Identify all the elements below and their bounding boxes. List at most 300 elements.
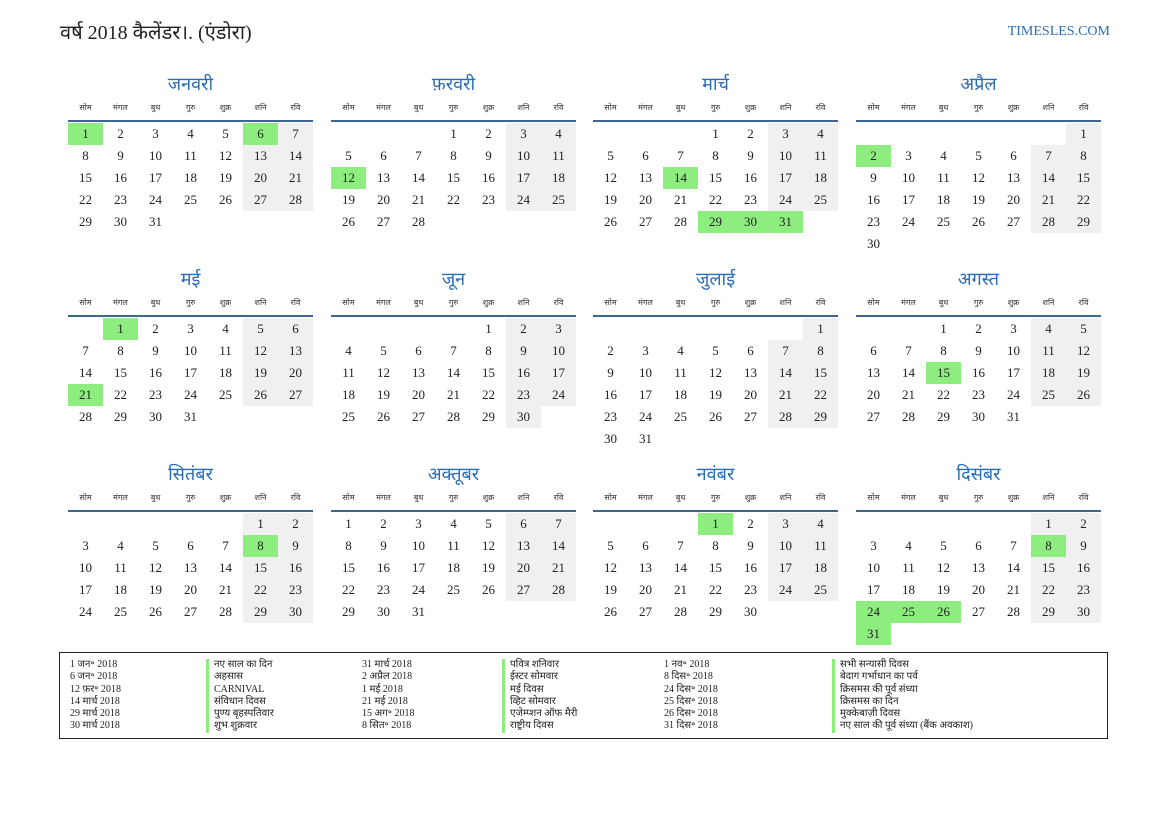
day-cell: 25	[342, 409, 355, 424]
weekday-header: शुक्र	[219, 298, 232, 307]
day-cell: 30	[1066, 601, 1101, 623]
day-cell: 1	[940, 321, 947, 336]
day-cell: 4	[803, 123, 838, 145]
weekday-header-row	[68, 100, 313, 122]
day-cell: 25	[803, 189, 838, 211]
day-grid	[856, 513, 1101, 645]
day-cell: 3	[768, 123, 803, 145]
day-cell: 23	[604, 409, 617, 424]
holiday-date: 1 मई 2018	[362, 683, 403, 695]
day-cell: 27	[639, 604, 652, 619]
day-cell: 21	[278, 167, 313, 189]
day-cell: 9	[152, 343, 159, 358]
day-cell: 29	[482, 409, 495, 424]
empty-cell	[593, 513, 628, 535]
day-cell: 4	[450, 516, 457, 531]
day-cell: 31	[639, 431, 652, 446]
holiday-day-cell: 26	[926, 601, 961, 623]
day-cell: 22	[709, 582, 722, 597]
day-cell: 16	[867, 192, 880, 207]
day-cell: 3	[187, 321, 194, 336]
holiday-day-cell: 1	[68, 123, 103, 145]
day-cell: 16	[1066, 557, 1101, 579]
day-cell: 6	[380, 148, 387, 163]
holiday-name-column	[832, 659, 973, 733]
day-cell: 2	[506, 318, 541, 340]
weekday-header: बुध	[413, 103, 424, 112]
month-name: मई	[180, 269, 201, 289]
day-cell: 9	[975, 343, 982, 358]
day-cell: 8	[450, 148, 457, 163]
weekday-header: गुरु	[185, 298, 196, 307]
day-grid	[593, 513, 838, 623]
page-title: वर्ष 2018 कैलेंडर।. (एंडोरा)	[60, 22, 252, 44]
day-cell: 12	[243, 340, 278, 362]
empty-cell	[593, 318, 628, 340]
holiday-date: 25 दिस॰ 2018	[664, 695, 718, 707]
day-cell: 7	[677, 538, 684, 553]
day-cell: 18	[342, 387, 355, 402]
day-cell: 2	[747, 516, 754, 531]
day-cell: 19	[482, 560, 495, 575]
day-cell: 22	[243, 579, 278, 601]
day-cell: 28	[768, 406, 803, 428]
weekday-header: बुध	[675, 298, 686, 307]
day-cell: 27	[506, 579, 541, 601]
weekday-header-row	[68, 490, 313, 512]
weekday-header: मंगल	[901, 298, 916, 307]
day-cell: 27	[377, 214, 390, 229]
day-cell: 28	[447, 409, 460, 424]
day-cell: 6	[642, 148, 649, 163]
day-cell: 5	[712, 343, 719, 358]
day-cell: 9	[506, 340, 541, 362]
day-cell: 27	[243, 189, 278, 211]
holiday-day-cell: 21	[68, 384, 103, 406]
empty-cell	[593, 123, 628, 145]
weekday-header: रवि	[815, 493, 826, 502]
day-cell: 9	[117, 148, 124, 163]
day-cell: 2	[380, 516, 387, 531]
day-cell: 21	[219, 582, 232, 597]
day-cell: 19	[604, 582, 617, 597]
weekday-header: बुध	[675, 493, 686, 502]
day-cell: 30	[278, 601, 313, 623]
holiday-name: शुभ शुक्रवार	[206, 720, 274, 732]
day-cell: 18	[803, 557, 838, 579]
weekday-header: रवि	[553, 493, 564, 502]
day-cell: 6	[642, 538, 649, 553]
day-cell: 6	[747, 343, 754, 358]
day-cell: 4	[905, 538, 912, 553]
empty-cell	[961, 123, 996, 145]
day-cell: 4	[187, 126, 194, 141]
weekday-header: मंगल	[638, 298, 653, 307]
empty-cell	[768, 318, 803, 340]
weekday-header: बुध	[413, 493, 424, 502]
day-cell: 15	[1066, 167, 1101, 189]
day-cell: 19	[149, 582, 162, 597]
day-cell: 9	[278, 535, 313, 557]
empty-cell	[926, 123, 961, 145]
holiday-day-cell: 31	[856, 623, 891, 645]
day-cell: 16	[482, 170, 495, 185]
day-cell: 5	[1066, 318, 1101, 340]
day-cell: 24	[184, 387, 197, 402]
day-cell: 19	[219, 170, 232, 185]
holiday-date: 24 दिस॰ 2018	[664, 683, 718, 695]
holiday-date: 14 मार्च 2018	[70, 695, 120, 707]
day-cell: 6	[278, 318, 313, 340]
weekday-header: बुध	[938, 103, 949, 112]
empty-cell	[996, 513, 1031, 535]
day-cell: 11	[184, 148, 197, 163]
day-cell: 26	[482, 582, 495, 597]
weekday-header: गुरु	[448, 103, 459, 112]
day-cell: 23	[1066, 579, 1101, 601]
day-cell: 2	[747, 126, 754, 141]
day-cell: 16	[278, 557, 313, 579]
weekday-header: शनि	[254, 298, 267, 307]
weekday-header: सोम	[79, 298, 92, 307]
day-cell: 13	[243, 145, 278, 167]
day-cell: 19	[1066, 362, 1101, 384]
empty-cell	[628, 318, 663, 340]
empty-cell	[628, 513, 663, 535]
day-cell: 9	[1066, 535, 1101, 557]
empty-cell	[331, 123, 366, 145]
day-cell: 29	[803, 406, 838, 428]
weekday-header: शनि	[1042, 493, 1055, 502]
holiday-date: 8 सित॰ 2018	[362, 720, 412, 732]
holiday-day-cell: 1	[103, 318, 138, 340]
holiday-day-cell: 14	[663, 167, 698, 189]
day-cell: 4	[1031, 318, 1066, 340]
weekday-header: मंगल	[901, 493, 916, 502]
weekday-header: शुक्र	[744, 493, 757, 502]
month-block	[593, 68, 838, 233]
day-cell: 22	[114, 387, 127, 402]
day-grid	[593, 318, 838, 450]
holiday-name: अहसास	[206, 671, 274, 683]
weekday-header: शनि	[254, 103, 267, 112]
day-cell: 5	[485, 516, 492, 531]
day-cell: 12	[149, 560, 162, 575]
day-cell: 17	[902, 192, 915, 207]
day-cell: 19	[972, 192, 985, 207]
day-cell: 24	[639, 409, 652, 424]
day-cell: 10	[541, 340, 576, 362]
weekday-header: शनि	[1042, 298, 1055, 307]
holiday-day-cell: 29	[698, 211, 733, 233]
day-cell: 8	[82, 148, 89, 163]
day-cell: 19	[937, 582, 950, 597]
weekday-header: शनि	[779, 103, 792, 112]
month-block	[331, 68, 576, 233]
empty-cell	[663, 318, 698, 340]
holiday-date: 26 दिस॰ 2018	[664, 708, 718, 720]
day-cell: 25	[114, 604, 127, 619]
day-cell: 8	[712, 538, 719, 553]
holiday-name: संविधान दिवस	[206, 696, 274, 708]
holiday-date: 29 मार्च 2018	[70, 708, 120, 720]
day-cell: 15	[114, 365, 127, 380]
day-cell: 31	[1007, 409, 1020, 424]
weekday-header-row	[68, 295, 313, 317]
weekday-header-row	[856, 490, 1101, 512]
holiday-date: 2 अप्रैल 2018	[362, 671, 413, 683]
day-cell: 10	[149, 148, 162, 163]
weekday-header: रवि	[815, 103, 826, 112]
weekday-header: सोम	[79, 493, 92, 502]
day-cell: 6	[187, 538, 194, 553]
holiday-name: राष्ट्रीय दिवस	[502, 720, 577, 732]
day-cell: 2	[607, 343, 614, 358]
day-cell: 1	[345, 516, 352, 531]
day-cell: 6	[1010, 148, 1017, 163]
day-cell: 7	[905, 343, 912, 358]
day-cell: 11	[674, 365, 687, 380]
month-name: मार्च	[702, 74, 729, 94]
day-cell: 13	[972, 560, 985, 575]
weekday-header: रवि	[1078, 298, 1089, 307]
day-cell: 27	[744, 409, 757, 424]
day-cell: 30	[604, 431, 617, 446]
day-cell: 18	[219, 365, 232, 380]
day-cell: 13	[639, 560, 652, 575]
holiday-day-cell: 12	[331, 167, 366, 189]
day-cell: 12	[709, 365, 722, 380]
day-cell: 7	[415, 148, 422, 163]
empty-cell	[891, 513, 926, 535]
day-cell: 3	[905, 148, 912, 163]
weekday-header: गुरु	[185, 103, 196, 112]
holiday-day-cell: 2	[856, 145, 891, 167]
month-block	[331, 458, 576, 623]
day-cell: 5	[380, 343, 387, 358]
day-cell: 1	[1031, 513, 1066, 535]
day-cell: 22	[447, 192, 460, 207]
day-cell: 11	[114, 560, 127, 575]
day-cell: 28	[1031, 211, 1066, 233]
day-cell: 3	[642, 343, 649, 358]
day-cell: 11	[1031, 340, 1066, 362]
day-cell: 14	[278, 145, 313, 167]
day-cell: 18	[114, 582, 127, 597]
day-cell: 17	[867, 582, 880, 597]
day-cell: 23	[972, 387, 985, 402]
day-cell: 14	[412, 170, 425, 185]
day-cell: 22	[342, 582, 355, 597]
day-cell: 12	[972, 170, 985, 185]
weekday-header: मंगल	[113, 103, 128, 112]
empty-cell	[401, 123, 436, 145]
day-cell: 28	[79, 409, 92, 424]
day-cell: 7	[677, 148, 684, 163]
day-cell: 25	[219, 387, 232, 402]
weekday-header: रवि	[553, 103, 564, 112]
day-cell: 13	[1007, 170, 1020, 185]
day-cell: 17	[412, 560, 425, 575]
weekday-header: सोम	[342, 103, 355, 112]
day-cell: 17	[768, 557, 803, 579]
day-cell: 26	[377, 409, 390, 424]
day-cell: 17	[639, 387, 652, 402]
day-cell: 4	[117, 538, 124, 553]
day-cell: 27	[972, 604, 985, 619]
month-block	[331, 263, 576, 428]
day-cell: 18	[447, 560, 460, 575]
day-cell: 9	[380, 538, 387, 553]
weekday-header-row	[856, 295, 1101, 317]
weekday-header: गुरु	[185, 493, 196, 502]
day-cell: 11	[342, 365, 355, 380]
day-cell: 1	[803, 318, 838, 340]
day-cell: 2	[278, 513, 313, 535]
day-cell: 26	[972, 214, 985, 229]
day-cell: 20	[639, 192, 652, 207]
weekday-header: सोम	[867, 493, 880, 502]
site-link[interactable]: TIMESLES.COM	[1007, 24, 1110, 39]
day-cell: 28	[278, 189, 313, 211]
day-cell: 24	[541, 384, 576, 406]
day-cell: 22	[79, 192, 92, 207]
day-cell: 15	[803, 362, 838, 384]
day-cell: 19	[243, 362, 278, 384]
day-cell: 23	[482, 192, 495, 207]
day-cell: 8	[1066, 145, 1101, 167]
day-cell: 11	[803, 535, 838, 557]
day-cell: 29	[79, 214, 92, 229]
holiday-name: नए साल की पूर्व संध्या (बैंक अवकाश)	[832, 720, 973, 732]
empty-cell	[733, 318, 768, 340]
weekday-header: शनि	[517, 298, 530, 307]
empty-cell	[68, 513, 103, 535]
weekday-header: गुरु	[710, 493, 721, 502]
day-cell: 3	[506, 123, 541, 145]
day-cell: 25	[541, 189, 576, 211]
day-cell: 27	[278, 384, 313, 406]
day-cell: 4	[677, 343, 684, 358]
weekday-header: रवि	[1078, 493, 1089, 502]
day-cell: 19	[342, 192, 355, 207]
day-cell: 30	[972, 409, 985, 424]
weekday-header: मंगल	[376, 493, 391, 502]
day-cell: 5	[345, 148, 352, 163]
weekday-header: शनि	[779, 493, 792, 502]
month-block	[593, 458, 838, 623]
day-cell: 29	[114, 409, 127, 424]
holiday-name: मई दिवस	[502, 684, 577, 696]
day-cell: 10	[506, 145, 541, 167]
month-name: अप्रैल	[960, 74, 997, 94]
month-block	[593, 263, 838, 450]
day-cell: 16	[972, 365, 985, 380]
day-cell: 14	[447, 365, 460, 380]
holiday-name: पवित्र शनिवार	[502, 659, 577, 671]
day-cell: 21	[1031, 189, 1066, 211]
day-cell: 23	[867, 214, 880, 229]
day-cell: 31	[149, 214, 162, 229]
day-cell: 8	[712, 148, 719, 163]
holiday-name: मुक्केबाज़ी दिवस	[832, 708, 973, 720]
day-cell: 4	[345, 343, 352, 358]
day-cell: 14	[768, 362, 803, 384]
day-cell: 6	[870, 343, 877, 358]
holiday-name: क्रिसमस की पूर्व संध्या	[832, 684, 973, 696]
day-cell: 5	[940, 538, 947, 553]
day-cell: 27	[639, 214, 652, 229]
weekday-header: गुरु	[973, 103, 984, 112]
day-cell: 3	[541, 318, 576, 340]
weekday-header: सोम	[342, 298, 355, 307]
day-grid	[68, 513, 313, 623]
day-cell: 14	[1007, 560, 1020, 575]
holiday-day-cell: 25	[891, 601, 926, 623]
day-cell: 3	[870, 538, 877, 553]
day-cell: 11	[937, 170, 950, 185]
day-cell: 28	[902, 409, 915, 424]
holiday-date: 6 जन॰ 2018	[70, 671, 118, 683]
day-cell: 20	[243, 167, 278, 189]
day-cell: 23	[506, 384, 541, 406]
weekday-header: शुक्र	[744, 103, 757, 112]
day-grid	[593, 123, 838, 233]
day-cell: 16	[506, 362, 541, 384]
holiday-day-cell: 30	[733, 211, 768, 233]
day-cell: 26	[243, 384, 278, 406]
day-cell: 19	[709, 387, 722, 402]
weekday-header: सोम	[342, 493, 355, 502]
holiday-name: क्रिसमस का दिन	[832, 696, 973, 708]
day-cell: 28	[1007, 604, 1020, 619]
day-cell: 25	[184, 192, 197, 207]
day-cell: 23	[744, 192, 757, 207]
weekday-header: मंगल	[113, 493, 128, 502]
day-cell: 21	[1007, 582, 1020, 597]
month-name: अक्तूबर	[427, 464, 480, 484]
weekday-header: बुध	[938, 493, 949, 502]
day-cell: 26	[709, 409, 722, 424]
day-cell: 18	[674, 387, 687, 402]
day-cell: 5	[152, 538, 159, 553]
month-name: जुलाई	[695, 269, 736, 289]
day-cell: 25	[1031, 384, 1066, 406]
day-cell: 9	[485, 148, 492, 163]
day-cell: 15	[1031, 557, 1066, 579]
day-cell: 29	[709, 604, 722, 619]
day-cell: 20	[412, 387, 425, 402]
month-name: जून	[441, 269, 466, 289]
day-cell: 10	[768, 535, 803, 557]
weekday-header: गुरु	[710, 103, 721, 112]
day-grid	[856, 318, 1101, 428]
day-cell: 2	[152, 321, 159, 336]
weekday-header: रवि	[553, 298, 564, 307]
holiday-date: 8 दिस॰ 2018	[664, 671, 713, 683]
day-cell: 31	[412, 604, 425, 619]
day-cell: 28	[674, 214, 687, 229]
day-cell: 3	[1010, 321, 1017, 336]
weekday-header: शुक्र	[1007, 493, 1020, 502]
day-cell: 24	[79, 604, 92, 619]
day-cell: 23	[744, 582, 757, 597]
day-cell: 22	[709, 192, 722, 207]
empty-cell	[891, 318, 926, 340]
day-cell: 9	[607, 365, 614, 380]
weekday-header: रवि	[290, 493, 301, 502]
day-cell: 14	[79, 365, 92, 380]
